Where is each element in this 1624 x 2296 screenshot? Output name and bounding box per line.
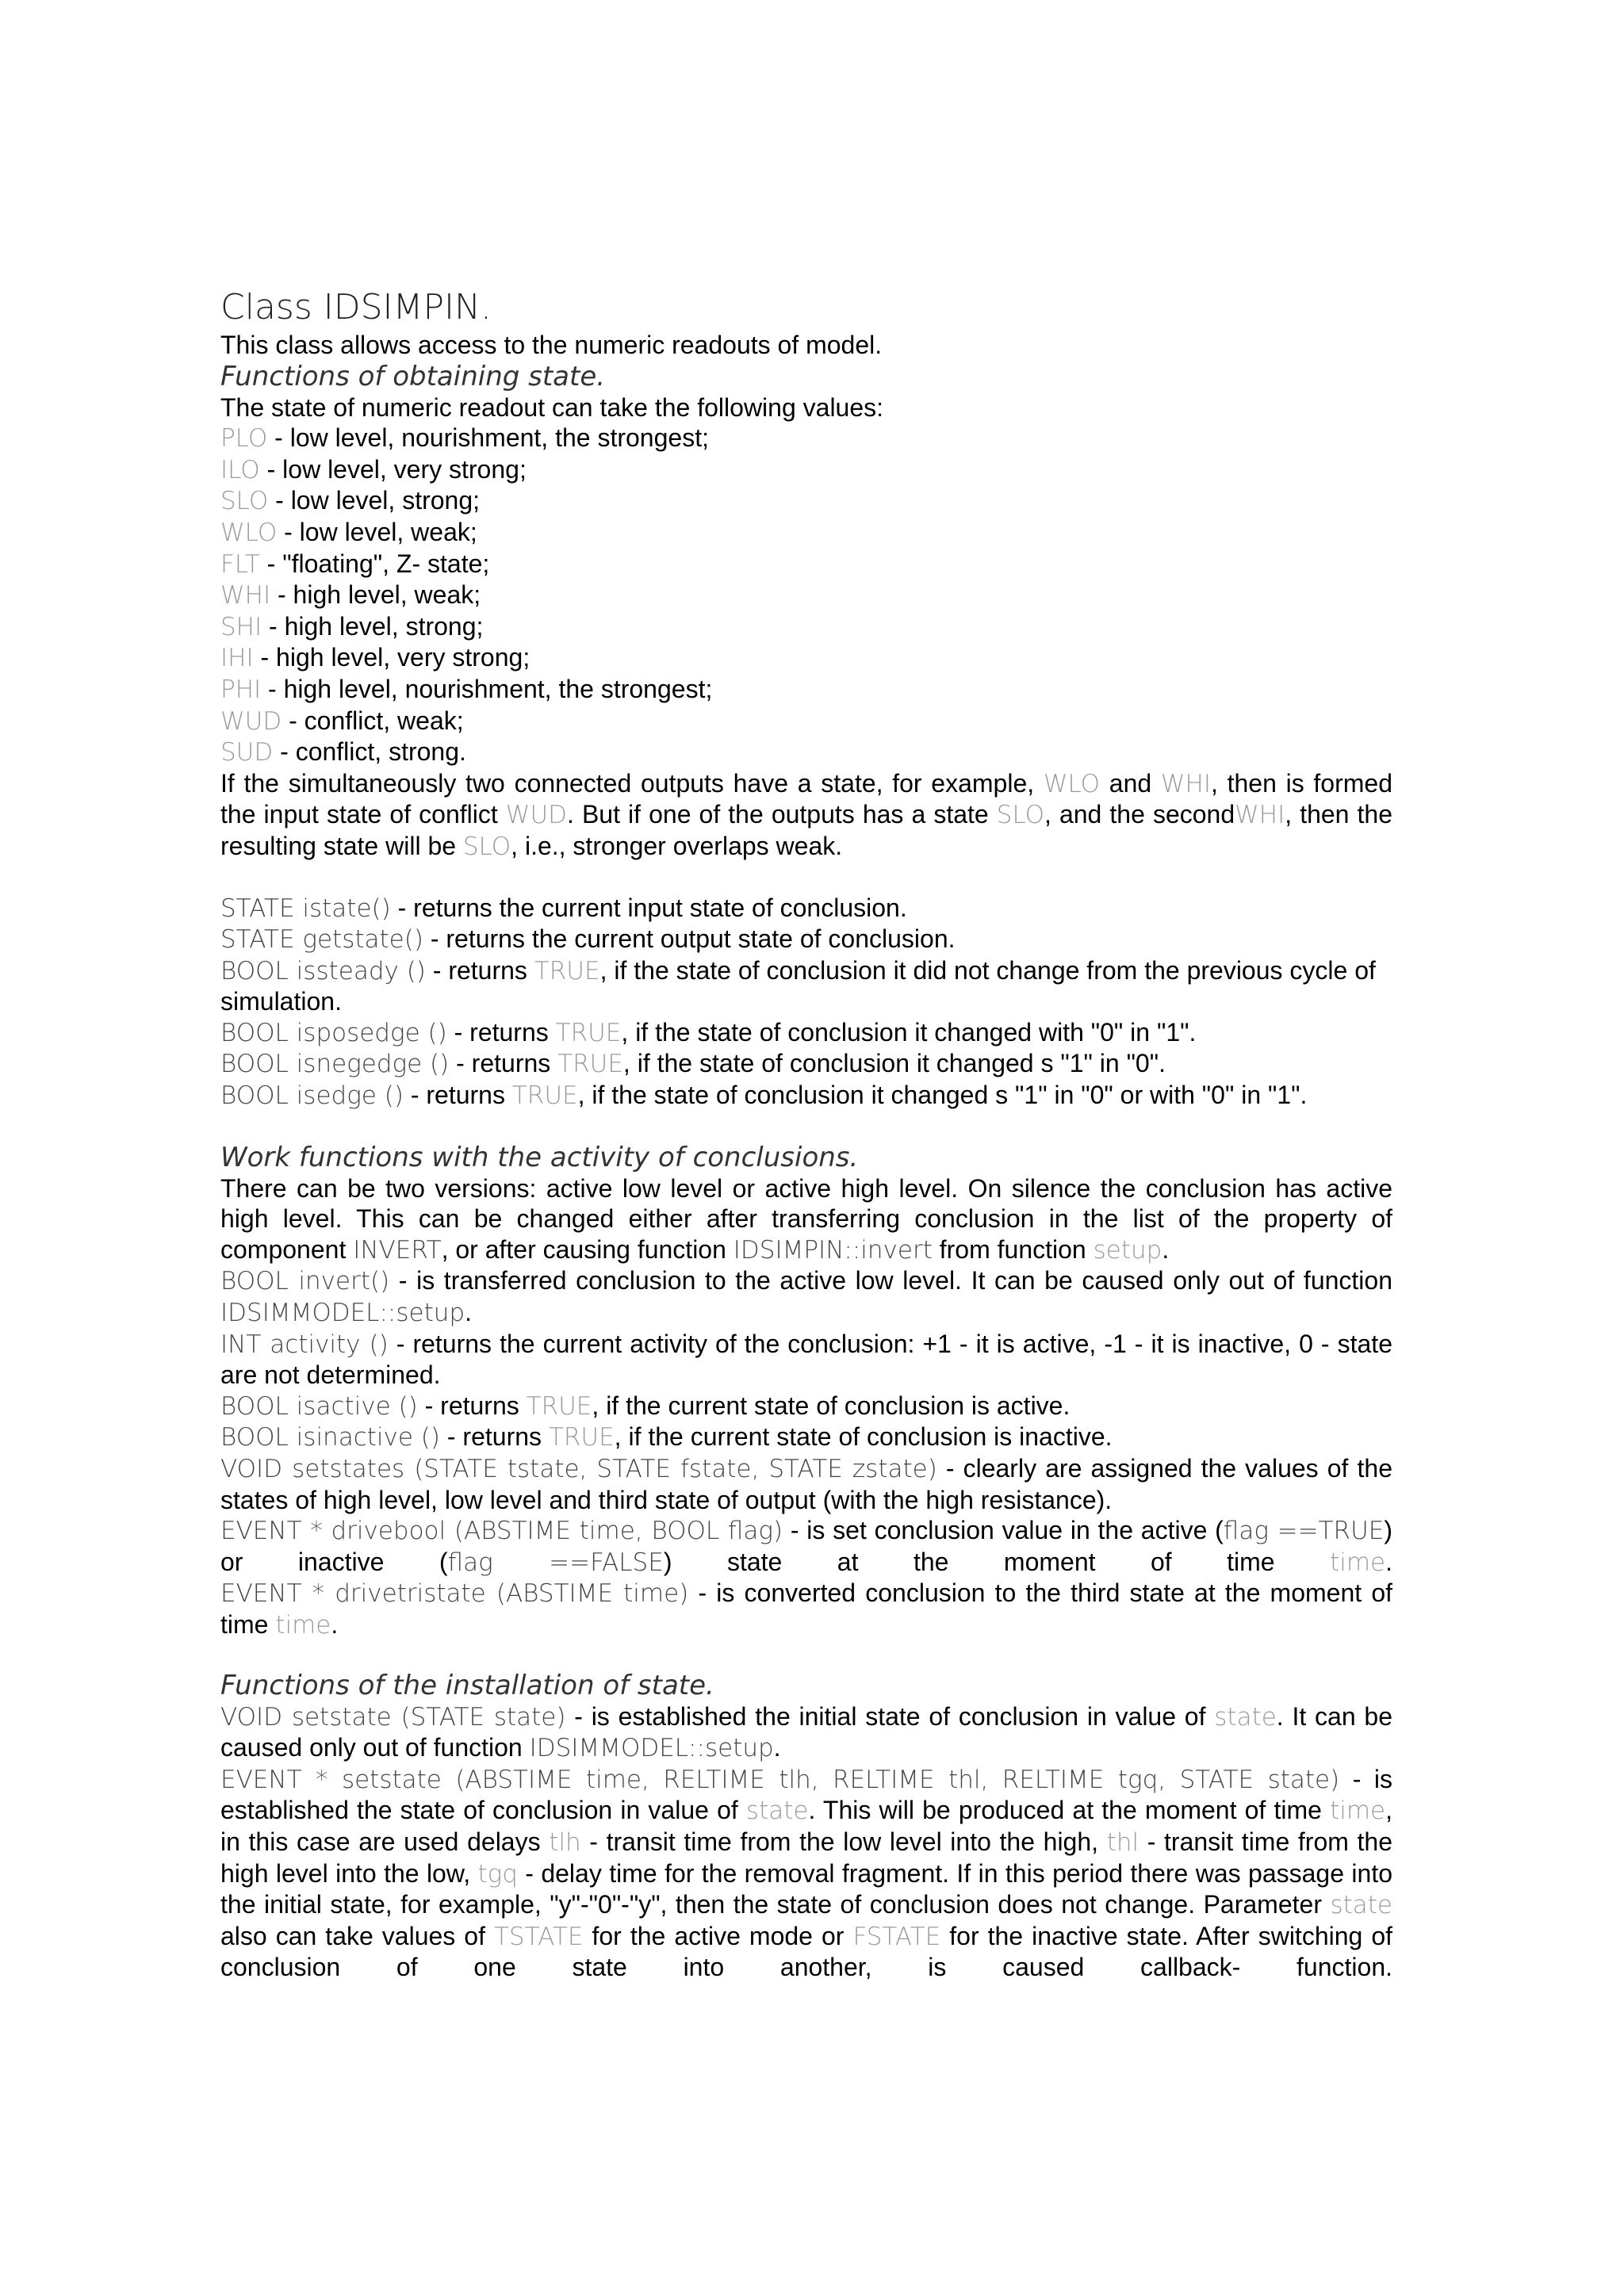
section-heading-activity: Work functions with the activity of conclusions. (220, 1141, 859, 1173)
function-desc: - is converted conclusion to the third state at the moment of time (220, 1578, 1393, 1639)
text-run: - delay time for the removal fragment. If in this period there was passage into the initial state, for example, "y"-"0"-"y", then the state of conclusion does not change. Parameter (220, 1858, 1392, 1919)
function-desc: - returns (439, 1422, 549, 1452)
value-literal: TRUE (526, 1391, 592, 1421)
states-lead-text: The state of numeric readout can take the following values: (220, 392, 884, 422)
function-entry-drivetristate (220, 1578, 1392, 1640)
state-item (220, 611, 1392, 643)
function-list (220, 893, 1392, 1112)
text-run: . (465, 1298, 472, 1327)
state-code: SLO (220, 487, 269, 516)
state-code: WLO (1043, 769, 1101, 798)
keyword: state (745, 1797, 809, 1826)
state-desc: - conflict, strong. (273, 737, 466, 767)
function-signature: EVENT * setstate (ABSTIME time, RELTIME tlh, RELTIME thl, RELTIME tgq, STATE state) (220, 1765, 1340, 1794)
state-desc: - conflict, weak; (282, 706, 464, 735)
text-run: . (773, 1733, 781, 1762)
state-code: WUD (505, 801, 568, 830)
text-run: There can be two versions: active low level or active high level. On silence the conclusion has active high level. This can be changed either after transferring conclusion in the list of the property of component (220, 1173, 1392, 1264)
text-run: . This will be produced at the moment of time (808, 1796, 1331, 1825)
function-desc: , if the state of conclusion it changed with "0" in "1". (621, 1017, 1197, 1047)
function-signature: STATE istate() (220, 894, 391, 923)
value-literal: TRUE (557, 1050, 623, 1079)
state-code: WHI (1235, 801, 1285, 830)
conflict-paragraph (220, 768, 1392, 863)
state-item (220, 423, 1392, 454)
function-desc: - returns (403, 1081, 512, 1110)
keyword: time (1330, 1548, 1386, 1577)
text-run: ) state at the moment of time (663, 1547, 1331, 1576)
text-run: . (1162, 1234, 1170, 1264)
state-desc: - "floating", Z- state; (259, 549, 490, 578)
state-item (220, 454, 1392, 486)
intro-text: This class allows access to the numeric readouts of model. (220, 331, 883, 359)
text-run: ) or inactive ( (220, 1516, 1393, 1576)
keyword: IDSIMPIN::invert (733, 1235, 933, 1265)
spacer (220, 863, 1392, 893)
function-signature: VOID setstate (STATE state) (220, 1702, 566, 1732)
value-literal: TRUE (555, 1018, 622, 1047)
function-desc: - is set conclusion value in the active ( (783, 1516, 1224, 1545)
function-signature: INT activity () (220, 1330, 389, 1359)
state-item (220, 674, 1392, 706)
text-run: - transit time from the low level into the high, (580, 1827, 1107, 1856)
state-item (220, 549, 1392, 580)
function-desc: - returns (425, 955, 534, 985)
function-entry-setstate (220, 1701, 1392, 1764)
function-signature: BOOL issteady () (220, 956, 426, 985)
text-run: . (1385, 1547, 1393, 1576)
function-desc: - returns the current output state of conclusion. (423, 924, 956, 954)
state-code: WHI (220, 581, 271, 610)
section-heading-obtaining-state: Functions of obtaining state. (220, 360, 606, 392)
state-code: WHI (1160, 769, 1211, 798)
value-literal: TRUE (511, 1081, 578, 1111)
state-desc: - low level, strong; (268, 486, 481, 515)
value-literal: TRUE (534, 956, 600, 985)
function-entry-activity (220, 1329, 1392, 1391)
function-desc: , if the state of conclusion it did not change from the previous cycle of simulation. (220, 955, 1376, 1016)
keyword: IDSIMMODEL::setup (220, 1299, 465, 1328)
function-entry-isinactive (220, 1422, 1392, 1453)
text-run: , or after causing function (441, 1234, 733, 1264)
state-code: WUD (220, 706, 282, 736)
keyword: state (1330, 1891, 1392, 1920)
function-entry-setstate-timed (220, 1764, 1392, 1983)
document-body (220, 287, 1392, 1983)
text-run: . (331, 1609, 339, 1639)
text-run: , in this case are used delays (220, 1796, 1393, 1856)
state-list (220, 423, 1392, 768)
text-run: , then the resulting state will be (220, 800, 1393, 860)
state-desc: - high level, nourishment, the strongest; (261, 674, 713, 703)
keyword: tgq (477, 1859, 518, 1888)
keyword: time (1330, 1797, 1386, 1826)
function-desc: , if the state of conclusion it changed s "1" in "0" or with "0" in "1". (577, 1081, 1308, 1110)
state-item (220, 485, 1392, 517)
keyword: TSTATE (494, 1922, 584, 1951)
function-signature: VOID setstates (STATE tstate, STATE fstate, STATE zstate) (220, 1455, 937, 1483)
text-run: . But if one of the outputs has a state (567, 800, 997, 829)
keyword: thl (1106, 1827, 1139, 1857)
text-run: for the inactive state. After switching of conclusion of one state into another, is caused callback- function. (220, 1921, 1393, 1982)
text-run: , i.e., stronger overlaps weak. (511, 831, 843, 860)
text-run: - transit time from the high level into the low, (220, 1827, 1393, 1888)
spacer (220, 1641, 1392, 1670)
function-entry-drivebool (220, 1515, 1392, 1578)
function-signature: BOOL isinactive () (220, 1423, 440, 1452)
function-entry-getstate (220, 924, 1392, 955)
state-desc: - high level, strong; (262, 611, 484, 641)
keyword: time (275, 1610, 331, 1640)
text-run: . It can be caused only out of function (220, 1701, 1392, 1762)
function-desc: , if the current state of conclusion is inactive. (614, 1422, 1113, 1452)
function-desc: - returns the current activity of the conclusion: +1 - it is active, -1 - it is inactive, 0 - state are not determined. (220, 1329, 1392, 1390)
text-run: , and the second (1044, 800, 1235, 829)
function-desc: , if the current state of conclusion is active. (592, 1391, 1071, 1420)
value-literal: TRUE (548, 1423, 615, 1452)
keyword: INVERT (353, 1235, 442, 1265)
function-desc: - returns the current input state of conclusion. (390, 893, 907, 922)
state-code: SLO (996, 801, 1045, 830)
section-heading-installation: Functions of the installation of state. (220, 1669, 714, 1701)
function-desc: - is established the initial state of conclusion in value of (565, 1701, 1215, 1731)
function-signature: BOOL isactive () (220, 1391, 418, 1421)
function-signature: BOOL isposedge () (220, 1018, 447, 1047)
function-entry-isnegedge (220, 1048, 1392, 1080)
function-signature: EVENT * drivebool (ABSTIME time, BOOL flag) (220, 1517, 783, 1546)
state-code: WLO (220, 518, 278, 547)
state-code: SUD (220, 738, 274, 767)
function-signature: EVENT * drivetristate (ABSTIME time) (220, 1579, 689, 1609)
state-item (220, 580, 1392, 611)
state-item (220, 737, 1392, 768)
function-entry-setstates (220, 1453, 1392, 1515)
function-desc: , if the state of conclusion it changed s "1" in "0". (622, 1049, 1166, 1078)
function-entry-istate (220, 893, 1392, 924)
state-code: PHI (220, 675, 262, 704)
keyword: flag ==FALSE (447, 1548, 664, 1577)
function-entry-isedge (220, 1080, 1392, 1112)
state-desc: - low level, very strong; (259, 454, 527, 484)
state-desc: - high level, weak; (270, 580, 481, 610)
keyword: IDSIMMODEL::setup (529, 1734, 774, 1763)
function-entry-issteady (220, 955, 1392, 1017)
spacer (220, 1112, 1392, 1142)
keyword: flag ==TRUE (1223, 1517, 1385, 1546)
function-desc: - returns (417, 1391, 527, 1420)
function-desc: - clearly are assigned the values of the states of high level, low level and third state of output (with the high resistance). (220, 1454, 1392, 1514)
state-code: FLT (220, 549, 260, 579)
keyword: FSTATE (852, 1922, 941, 1951)
function-desc: - is established the state of conclusion in value of (220, 1764, 1392, 1825)
state-desc: - low level, weak; (277, 517, 477, 546)
text-run: from function (932, 1234, 1094, 1264)
text-run: , then is formed the input state of conflict (220, 768, 1393, 829)
page-title: Class IDSIMPIN. (220, 287, 492, 327)
function-signature: BOOL isedge () (220, 1081, 404, 1111)
activity-paragraph (220, 1173, 1392, 1266)
function-desc: - returns (449, 1049, 558, 1078)
function-desc: - returns (446, 1017, 556, 1047)
state-code: ILO (220, 455, 260, 484)
keyword: setup (1093, 1235, 1162, 1265)
function-desc: - is transferred conclusion to the active low level. It can be caused only out of function (389, 1266, 1393, 1295)
text-run: for the active mode or (583, 1921, 853, 1950)
state-code: IHI (220, 644, 254, 673)
state-code: SHI (220, 612, 262, 641)
function-entry-invert (220, 1265, 1392, 1328)
state-item (220, 517, 1392, 549)
keyword: tlh (549, 1827, 581, 1857)
text-run: If the simultaneously two connected outputs have a state, for example, (220, 768, 1044, 798)
function-signature: BOOL isnegedge () (220, 1050, 450, 1079)
state-code: PLO (220, 424, 268, 453)
function-signature: BOOL invert() (220, 1267, 390, 1296)
state-desc: - low level, nourishment, the strongest; (267, 423, 709, 453)
state-item (220, 642, 1392, 674)
state-desc: - high level, very strong; (253, 643, 530, 672)
keyword: state (1214, 1702, 1277, 1732)
text-run: also can take values of (220, 1921, 494, 1950)
function-entry-isposedge (220, 1017, 1392, 1049)
state-code: SLO (462, 832, 511, 861)
function-entry-isactive (220, 1391, 1392, 1422)
function-signature: STATE getstate() (220, 925, 423, 955)
text-run: and (1100, 768, 1161, 798)
state-item (220, 706, 1392, 737)
